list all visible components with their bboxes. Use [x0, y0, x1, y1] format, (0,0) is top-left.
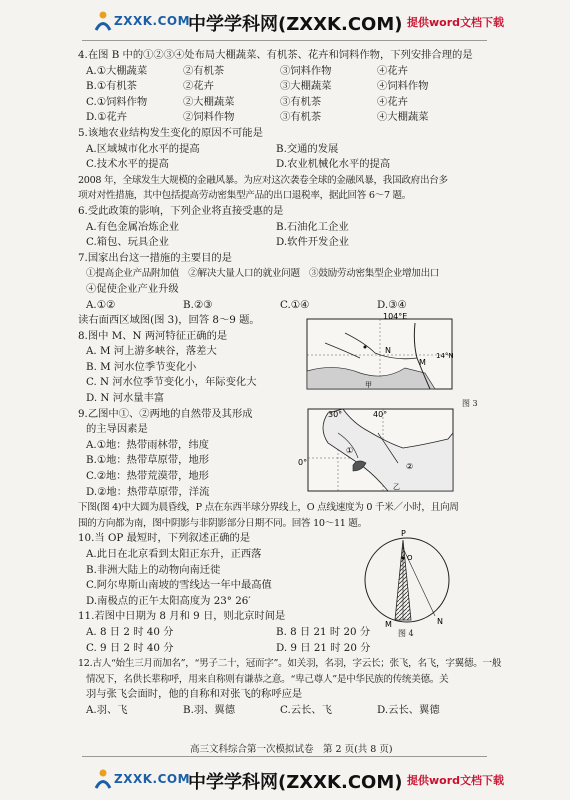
option: A.有色金属冶炼企业	[86, 220, 180, 233]
option: B.非洲大陆上的动物向南迁徙	[86, 563, 221, 576]
q9-stem-cont: 的主导因素是	[86, 423, 148, 436]
label-p: P	[401, 529, 406, 538]
passage-2008-line: 项对对性措施，其中包括提高劳动密集型产品的出口退税率，据此回答 6～7 题。	[78, 190, 412, 202]
lon-label: 104°E	[383, 313, 408, 321]
option: D.南极点的正午太阳高度为 23° 26′	[86, 594, 251, 607]
lon-label-30: 30°	[328, 410, 343, 419]
option: C.云长、飞	[280, 703, 332, 716]
q10-stem: 10.当 OP 最短时，下列叙述正确的是	[78, 532, 251, 545]
option: C.技术水平的提高	[86, 158, 169, 171]
option: A.区域城市化水平的提高	[86, 142, 200, 155]
option: D.农业机械化水平的提高	[276, 158, 391, 171]
q5-stem: 5.该地农业结构发生变化的原因不可能是	[78, 126, 263, 139]
q12-stem-line: 情况下，名供长辈称呼，用来自称则有谦恭之意。“卑己尊人”是中华民族的传统美德。关	[86, 673, 449, 685]
label-o: O	[407, 554, 413, 562]
lat-label: 14°N	[436, 352, 454, 360]
option: C.箱包、玩具企业	[86, 236, 169, 249]
figure3-caption: 图 3	[462, 399, 478, 408]
option: C. N 河水位季节变化小，年际变化大	[86, 376, 257, 389]
option: B.石油化工企业	[276, 220, 349, 233]
option: B. 8 日 21 时 20 分	[276, 625, 371, 638]
figure4-caption: 图 4	[398, 629, 414, 638]
label-n: N	[437, 617, 443, 626]
option: B.交通的发展	[276, 142, 339, 155]
site-name[interactable]: 中学学科网(ZXXK.COM)	[188, 14, 403, 35]
passage-2008-line: 2008 年，全球发生大规模的金融风暴。为应对这次袭卷全球的金融风暴，我国政府出台多	[78, 174, 448, 186]
option: ③饲料作物	[280, 64, 332, 77]
option: ③有机茶	[280, 95, 322, 108]
option: ②花卉	[183, 80, 214, 93]
page-footer: 高三文科综合第一次模拟试卷 第 2 页(共 8 页)	[190, 744, 393, 755]
option: A.①大棚蔬菜	[86, 64, 148, 77]
option: B.①有机茶	[86, 80, 137, 93]
q4-options-d	[78, 110, 498, 126]
header-divider	[82, 40, 487, 41]
river-n-label: N	[385, 346, 391, 355]
site-logo[interactable]	[92, 10, 191, 32]
q12-stem-line: 羽与张飞会面时，他的自称和对张飞的称呼应是	[86, 688, 303, 701]
option: C.阿尔卑斯山南坡的雪线达一年中最高值	[86, 579, 272, 592]
map-label-jia: 甲	[365, 381, 372, 389]
option: ③大棚蔬菜	[280, 80, 332, 93]
option: ④饲料作物	[377, 80, 429, 93]
option: ②饲料作物	[183, 111, 235, 124]
download-link[interactable]: 提供word文档下载	[407, 16, 505, 29]
label-m: M	[385, 620, 392, 628]
lon-label-40: 40°	[373, 410, 388, 419]
option: C.②地：热带荒漠带，地形	[86, 470, 209, 483]
option: ④花卉	[377, 95, 408, 108]
option: ④花卉	[377, 64, 408, 77]
site-logo[interactable]	[92, 768, 191, 790]
option: D.②地：热带草原带，洋流	[86, 485, 210, 498]
q7-line1: ①提高企业产品附加值 ②解决大量人口的就业问题 ③鼓励劳动密集型企业增加出口	[86, 268, 440, 280]
logo-text: ZXXK.COM	[114, 772, 191, 786]
figure3-map-top	[305, 313, 455, 393]
q11-options-row2	[78, 641, 498, 657]
option: A. 8 日 2 时 40 分	[86, 625, 174, 638]
option: A. M 河上游多峡谷，落差大	[86, 345, 217, 358]
figure4-diagram	[355, 528, 455, 628]
option: ③有机茶	[280, 111, 322, 124]
download-link[interactable]: 提供word文档下载	[407, 774, 505, 787]
logo-figure-icon	[92, 10, 114, 32]
option: B.②③	[183, 298, 213, 311]
passage-fig4-line: 围的方向都为南，图中阴影与非阴影部分日期不同。回答 10～11 题。	[78, 517, 367, 529]
option: ②大棚蔬菜	[183, 95, 235, 108]
footer-banner	[0, 760, 570, 798]
option: A.①地：热带雨林带，纬度	[86, 438, 209, 451]
header-banner	[0, 2, 570, 40]
q11-stem: 11.若图中日期为 8 月和 9 日，则北京时间是	[78, 610, 286, 623]
q4-stem: 4.在图 B 中的①②③④处布局大棚蔬菜、有机茶、花卉和饲料作物，下列安排合理的是	[78, 49, 473, 61]
option: B.①地：热带草原带，地形	[86, 454, 210, 467]
q5-options-row1	[78, 142, 498, 158]
option: D.软件开发企业	[276, 236, 349, 249]
option: ②有机茶	[183, 64, 225, 77]
point-2-label: ②	[406, 462, 414, 471]
option: A.羽、飞	[86, 703, 128, 716]
site-name[interactable]: 中学学科网(ZXXK.COM)	[188, 772, 403, 793]
option: B.羽、翼德	[183, 703, 236, 716]
option: D. N 河水量丰富	[86, 392, 165, 405]
option: C.①饲料作物	[86, 95, 148, 108]
q4-options-a	[78, 64, 498, 80]
option: A.①②	[86, 298, 116, 311]
q7-stem: 7.国家出台这一措施的主要目的是	[78, 251, 232, 264]
q12-options	[78, 703, 498, 719]
option: D.③④	[377, 298, 407, 311]
q6-options-row2	[78, 235, 498, 251]
q6-stem: 6.受此政策的影响，下列企业将直接受惠的是	[78, 204, 284, 217]
point-1-label: ①	[346, 446, 354, 455]
q7-line2: ④促使企业产业升级	[86, 282, 179, 295]
option: A.此日在北京看到太阳正东升，正西落	[86, 548, 262, 560]
footer-divider	[82, 756, 487, 757]
q4-options-c	[78, 95, 498, 111]
q6-options-row1	[78, 220, 498, 236]
option: ④大棚蔬菜	[377, 111, 429, 124]
q8-stem: 8.图中 M、N 两河特征正确的是	[78, 329, 228, 342]
river-m-label: M	[419, 358, 426, 367]
option: C. 9 日 2 时 40 分	[86, 641, 174, 654]
logo-figure-icon	[92, 768, 114, 790]
q5-options-row2	[78, 157, 498, 173]
q9-stem: 9.乙图中①、②两地的自然带及其形成	[78, 407, 253, 420]
equator-label: 0°	[298, 458, 308, 467]
option: D.云长、翼德	[377, 703, 440, 716]
map-label-yi: 乙	[393, 483, 400, 491]
logo-text: ZXXK.COM	[114, 14, 191, 28]
passage-fig4-line: 下图(图 4)中大圆为晨昏线，P 点在东西半球分界线上，O 点线速度为 0 千米／小时，且向周	[78, 502, 459, 514]
option: C.①④	[280, 298, 310, 311]
q12-stem-line: 12.古人“始生三月而加名”，“男子二十，冠而字”。如关羽，名羽，字云长；张飞，名飞，字翼德。一般	[78, 658, 502, 670]
figure3-map-bottom	[298, 403, 458, 493]
option: D. 9 日 21 时 20 分	[276, 641, 371, 654]
option: B. M 河水位季节变化小	[86, 360, 197, 373]
option: D.①花卉	[86, 111, 127, 124]
q7-options	[78, 298, 498, 314]
map-intro: 读右面西区域图(图 3)，回答 8～9 题。	[78, 314, 260, 327]
q4-options-b	[78, 79, 498, 95]
